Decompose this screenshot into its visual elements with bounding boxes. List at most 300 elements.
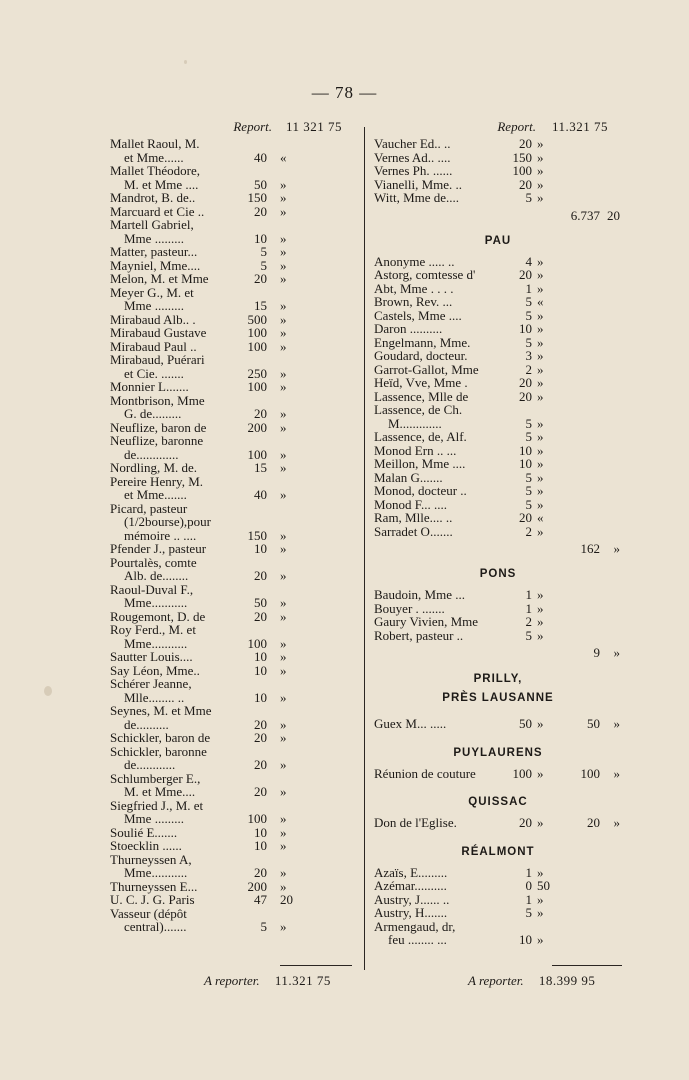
column-divider: [364, 127, 365, 970]
entry-cents: »: [280, 595, 287, 610]
entry-name: et Mme......: [124, 149, 184, 165]
list-item: [374, 866, 622, 880]
entry-amount: 1: [525, 864, 532, 880]
entry-amount: 20: [519, 375, 532, 390]
list-item: [110, 907, 360, 921]
entry-cents: »: [537, 415, 544, 431]
entry-name: Soulié E.......: [110, 824, 178, 840]
list-item: [374, 906, 622, 920]
entry-name: Mirabaud Alb.. .: [110, 311, 196, 327]
entry-amount: 5: [525, 483, 532, 498]
entry-name: Martell Gabriel,: [110, 217, 194, 232]
entry-amount: 20: [254, 784, 267, 799]
entry-name: Siegfried J., M. et: [110, 797, 204, 813]
entry-name: Castels, Mme ....: [374, 307, 462, 323]
list-item: [374, 349, 622, 363]
entry-cents: »: [280, 527, 287, 543]
entry-name: Neuflize, baron de: [110, 419, 207, 435]
ink-spot: [184, 60, 187, 64]
list-item: [110, 299, 360, 313]
entry-name: Rougemont, D. de: [110, 608, 206, 624]
entry-name: Roy Ferd., M. et: [110, 622, 196, 637]
entry-name: Pourtalès, comte: [110, 554, 197, 570]
entry-name: Schlumberger E.,: [110, 770, 201, 786]
entry-name: Vasseur (dépôt: [110, 905, 187, 921]
entry-amount: 20: [254, 865, 267, 880]
list-item: [374, 457, 622, 471]
list-item: [110, 745, 360, 759]
entry-name: feu ........ ...: [388, 932, 447, 947]
list-item: [374, 525, 622, 539]
entry-name: (1/2bourse),pour: [124, 514, 212, 529]
list-item: [110, 191, 360, 205]
entry-name: Monod F... ....: [374, 496, 447, 512]
list-item: [110, 367, 360, 381]
list-item: [110, 758, 360, 772]
entry-name: Monod, docteur ..: [374, 483, 467, 498]
entry-cents: »: [537, 253, 544, 269]
entry-amount: 20: [254, 716, 267, 732]
entry-name: Say Léon, Mme..: [110, 662, 200, 678]
entry-cents: »: [537, 429, 544, 444]
section-subtotal-row: [374, 538, 622, 560]
entry-amount: 100: [247, 446, 267, 462]
section-subtotal: 50: [587, 716, 600, 731]
report-row: [374, 120, 622, 137]
entry-name: Mme...........: [124, 865, 188, 880]
entry-cents: »: [537, 483, 544, 498]
entry-cents: 50: [537, 878, 550, 893]
entry-name: Don de l'Eglise.: [374, 815, 457, 830]
entry-name: Pereire Henry, M.: [110, 473, 204, 489]
entry-cents: »: [280, 365, 287, 381]
entry-name: Raoul-Duval F.,: [110, 581, 194, 597]
list-item: [110, 272, 360, 286]
entry-cents: »: [537, 614, 544, 629]
entry-name: de............: [124, 757, 176, 772]
ink-spot: [44, 686, 52, 696]
list-item: [110, 691, 360, 705]
list-item: [374, 309, 622, 323]
report-total: 11 321 75: [286, 119, 343, 134]
section-subtotal: 6.737: [570, 207, 600, 223]
entry-cents: »: [280, 446, 287, 462]
list-item: [110, 569, 360, 583]
entry-name: Brown, Rev. ...: [374, 294, 453, 309]
section-heading: PONS: [479, 568, 517, 580]
section-heading-prilly-2: PRÈS LAUSANNE: [442, 692, 554, 704]
list-item: [374, 471, 622, 485]
entry-name: central).......: [124, 919, 187, 934]
entry-cents: »: [537, 176, 544, 192]
entry-amount: 20: [519, 815, 532, 830]
list-item: [110, 353, 360, 367]
entry-name: Daron ..........: [374, 321, 443, 336]
entry-cents: »: [280, 730, 287, 745]
report-row: [110, 120, 360, 137]
page-number: — 78 —: [311, 83, 378, 102]
entry-amount: 200: [247, 419, 267, 435]
entry-name: Montbrison, Mme: [110, 392, 205, 408]
footer-total: 18.399 95: [538, 973, 596, 988]
entry-amount: 10: [519, 932, 532, 947]
list-item: [110, 542, 360, 556]
entry-amount: 20: [519, 388, 532, 404]
entry-amount: 5: [260, 919, 267, 934]
entry-name: Vernes Ad.. ....: [374, 149, 451, 165]
entry-amount: 5: [260, 257, 267, 273]
entry-amount: 100: [247, 379, 267, 394]
entry-amount: 4: [525, 253, 532, 269]
footer-label: A reporter.: [204, 973, 260, 988]
entry-cents: »: [537, 267, 544, 282]
entry-cents: »: [280, 568, 287, 583]
list-item: [110, 515, 360, 529]
entry-name: Garrot-Gallot, Mme: [374, 361, 479, 377]
report-label: Report.: [497, 119, 536, 134]
entry-name: Vaucher Ed.. ..: [374, 136, 451, 151]
entry-amount: 200: [247, 878, 267, 894]
entry-cents: »: [280, 689, 287, 705]
entry-amount: 10: [254, 649, 267, 664]
section-subtotal: 9: [593, 645, 600, 660]
list-item: [110, 475, 360, 489]
entry-name: Mayniel, Mme....: [110, 257, 201, 273]
entry-cents: »: [537, 891, 544, 907]
list-item: [374, 322, 622, 336]
entry-name: Guex M... .....: [374, 716, 447, 731]
entry-cents: «: [537, 510, 544, 525]
section-subtotal: 100: [580, 765, 600, 781]
list-item: [374, 588, 622, 602]
section-subtotal-cents: »: [613, 645, 620, 660]
entry-name: U. C. J. G. Paris: [110, 892, 195, 907]
entry-name: Monnier L.......: [110, 379, 189, 394]
entry-name: Seynes, M. et Mme: [110, 703, 212, 718]
entry-name: Gaury Vivien, Mme: [374, 614, 479, 629]
entry-amount: 100: [512, 163, 532, 178]
footer-label: A reporter.: [468, 973, 524, 988]
entry-name: Mirabaud Paul ..: [110, 338, 197, 354]
entry-cents: »: [537, 388, 544, 404]
entry-cents: »: [537, 361, 544, 377]
list-item: [110, 920, 360, 934]
left-column: [110, 120, 360, 934]
entry-amount: 10: [254, 689, 267, 705]
entry-amount: 50: [519, 716, 532, 731]
entry-name: Lassence, Mlle de: [374, 388, 469, 404]
entry-name: Schérer Jeanne,: [110, 676, 192, 691]
list-item: [374, 268, 622, 282]
entry-name: Marcuard et Cie ..: [110, 203, 205, 219]
list-item: [374, 717, 622, 731]
list-item: [374, 602, 622, 616]
entry-name: Baudoin, Mme ...: [374, 587, 465, 602]
list-item: [110, 137, 360, 151]
entry-name: Mirabaud, Puérari: [110, 352, 205, 367]
entry-amount: 15: [254, 460, 267, 475]
right-footer-rule: [552, 965, 622, 966]
list-item: [110, 340, 360, 354]
entry-cents: «: [280, 149, 287, 165]
right-column: [374, 120, 622, 947]
list-item: [110, 245, 360, 259]
list-item: [110, 529, 360, 543]
right-sections: [374, 137, 622, 664]
entry-amount: 5: [260, 244, 267, 259]
entry-name: Astorg, comtesse d': [374, 267, 476, 282]
entry-cents: »: [280, 824, 287, 840]
entry-name: Vianelli, Mme. ..: [374, 176, 463, 192]
entry-amount: 3: [525, 348, 532, 363]
entry-cents: »: [280, 487, 287, 502]
entry-amount: 150: [247, 190, 267, 205]
list-item: [374, 164, 622, 178]
list-item: [374, 511, 622, 525]
entry-cents: »: [280, 635, 287, 651]
entry-name: mémoire .. ....: [124, 527, 197, 543]
entry-amount: 10: [254, 662, 267, 678]
list-item: [110, 286, 360, 300]
list-item: [374, 484, 622, 498]
list-item: [374, 178, 622, 192]
section-subtotal-cents: »: [613, 716, 620, 731]
entry-amount: 40: [254, 487, 267, 502]
entry-name: Malan G.......: [374, 469, 443, 485]
entry-amount: 100: [512, 765, 532, 781]
entry-name: Engelmann, Mme.: [374, 334, 471, 350]
entry-name: Robert, pasteur ..: [374, 627, 464, 643]
left-footer: [204, 973, 331, 989]
entry-name: Schickler, baron de: [110, 730, 211, 745]
entry-amount: 47: [254, 892, 267, 907]
entry-name: Mallet Raoul, M.: [110, 136, 200, 151]
entry-amount: 10: [254, 541, 267, 556]
entry-name: Mandrot, B. de..: [110, 190, 196, 205]
entry-cents: »: [280, 608, 287, 624]
entry-amount: 20: [254, 757, 267, 772]
entry-name: Mirabaud Gustave: [110, 325, 207, 340]
entry-cents: »: [537, 469, 544, 485]
entry-cents: »: [537, 163, 544, 178]
left-footer-rule: [280, 965, 352, 966]
entry-cents: »: [280, 541, 287, 556]
list-item: [374, 767, 622, 781]
entry-cents: »: [280, 865, 287, 880]
section-heading-prilly-1: PRILLY,: [473, 673, 523, 685]
list-item: [374, 629, 622, 643]
entry-amount: 100: [247, 325, 267, 340]
list-item: [110, 205, 360, 219]
entry-name: Bouyer . .......: [374, 600, 445, 616]
list-item: [374, 879, 622, 893]
entry-name: Melon, M. et Mme: [110, 271, 209, 286]
entry-amount: 10: [254, 230, 267, 246]
entry-cents: »: [280, 190, 287, 205]
entry-name: Mallet Théodore,: [110, 163, 201, 178]
list-item: [110, 637, 360, 651]
section-heading-quissac: QUISSAC: [468, 796, 528, 808]
entry-name: Mme...........: [124, 635, 188, 651]
entry-cents: »: [280, 271, 287, 286]
entry-cents: »: [280, 811, 287, 826]
entry-cents: »: [537, 905, 544, 920]
list-item: [374, 151, 622, 165]
entry-amount: 20: [254, 608, 267, 624]
list-item: [374, 893, 622, 907]
list-item: [110, 407, 360, 421]
list-item: [110, 866, 360, 880]
entry-amount: 2: [525, 523, 532, 539]
list-item: [110, 704, 360, 718]
list-item: [374, 376, 622, 390]
entry-amount: 20: [254, 568, 267, 583]
list-item: [374, 390, 622, 404]
entry-name: Meyer G., M. et: [110, 284, 194, 300]
entry-amount: 2: [525, 361, 532, 377]
entry-amount: 20: [254, 406, 267, 421]
entry-name: Lassence, de, Alf.: [374, 429, 467, 444]
list-item: [110, 583, 360, 597]
entry-cents: »: [280, 244, 287, 259]
list-item: [110, 650, 360, 664]
entry-amount: 0: [525, 878, 532, 893]
entry-cents: »: [280, 919, 287, 934]
list-item: [374, 336, 622, 350]
entry-cents: »: [280, 298, 287, 313]
entry-name: Sarradet O.......: [374, 523, 453, 539]
entry-amount: 40: [254, 149, 267, 165]
entry-name: et Cie. .......: [124, 365, 184, 381]
entry-amount: 50: [254, 176, 267, 192]
entry-name: Réunion de couture: [374, 765, 476, 781]
list-item: [374, 816, 622, 830]
entry-amount: 50: [254, 595, 267, 610]
entry-name: de.............: [124, 446, 179, 462]
list-item: [110, 218, 360, 232]
entry-name: G. de.........: [124, 406, 182, 421]
entry-amount: 10: [519, 321, 532, 336]
entry-amount: 5: [525, 469, 532, 485]
entry-name: Armengaud, dr,: [374, 918, 456, 934]
list-item: [374, 295, 622, 309]
entry-cents: »: [537, 496, 544, 512]
entry-cents: »: [280, 257, 287, 273]
list-item: [110, 488, 360, 502]
section-heading: PAU: [484, 234, 512, 247]
footer-total: 11.321 75: [274, 973, 331, 988]
right-footer: [468, 973, 595, 989]
entry-cents: »: [537, 765, 544, 781]
section-subtotal: 20: [587, 815, 600, 830]
list-item: [374, 920, 622, 934]
section-subtotal-row: [374, 205, 622, 227]
entry-cents: »: [280, 176, 287, 192]
entry-amount: 5: [525, 415, 532, 431]
entry-amount: 20: [519, 136, 532, 151]
entry-cents: »: [537, 375, 544, 390]
entry-cents: »: [537, 348, 544, 363]
entry-cents: »: [537, 149, 544, 165]
entry-cents: »: [537, 600, 544, 616]
entry-cents: »: [280, 203, 287, 219]
entry-amount: 1: [525, 600, 532, 616]
report-label: Report.: [233, 119, 272, 134]
list-item: [374, 444, 622, 458]
entry-cents: »: [280, 460, 287, 475]
list-item: [110, 448, 360, 462]
entry-cents: »: [280, 649, 287, 664]
entry-cents: »: [537, 627, 544, 643]
list-item: [110, 718, 360, 732]
list-item: [110, 164, 360, 178]
list-item: [374, 430, 622, 444]
entry-name: Thurneyssen E...: [110, 878, 198, 894]
entry-amount: 20: [519, 510, 532, 525]
list-item: [374, 363, 622, 377]
entry-cents: »: [280, 716, 287, 732]
list-item: [110, 434, 360, 448]
list-item: [374, 417, 622, 431]
entry-cents: »: [280, 325, 287, 340]
entry-name: Pfender J., pasteur: [110, 541, 207, 556]
entry-cents: »: [537, 307, 544, 323]
entry-cents: »: [537, 442, 544, 458]
list-item: [110, 812, 360, 826]
entry-name: M.............: [388, 415, 442, 431]
entry-amount: 150: [247, 527, 267, 543]
section-heading-realmont: RÉALMONT: [461, 845, 535, 858]
section-subtotal-cents: »: [613, 541, 620, 556]
list-item: [110, 785, 360, 799]
list-item: [110, 313, 360, 327]
entry-amount: 20: [519, 176, 532, 192]
entry-amount: 150: [512, 149, 532, 165]
entry-cents: »: [537, 932, 544, 947]
entry-amount: 5: [525, 294, 532, 309]
list-item: [374, 933, 622, 947]
entry-name: Heïd, Vve, Mme .: [374, 375, 468, 390]
entry-amount: 5: [525, 307, 532, 323]
list-item: [110, 664, 360, 678]
list-item: [110, 556, 360, 570]
entry-amount: 100: [247, 338, 267, 354]
list-item: [110, 610, 360, 624]
entry-cents: »: [280, 838, 287, 853]
entry-cents: »: [280, 311, 287, 327]
entry-name: Picard, pasteur: [110, 500, 188, 516]
entry-amount: 20: [254, 271, 267, 286]
realmont-entries-list: [374, 866, 622, 947]
entry-amount: 5: [525, 496, 532, 512]
entry-cents: »: [537, 523, 544, 539]
list-item: [110, 502, 360, 516]
entry-name: Lassence, de Ch.: [374, 402, 463, 417]
entry-name: Thurneyssen A,: [110, 851, 192, 867]
entry-cents: »: [537, 716, 544, 731]
entry-cents: »: [537, 321, 544, 336]
entry-cents: »: [537, 136, 544, 151]
list-item: [110, 259, 360, 273]
list-item: [110, 380, 360, 394]
entry-name: Anonyme ..... ..: [374, 253, 455, 269]
entry-amount: 20: [254, 730, 267, 745]
list-item: [374, 191, 622, 205]
entry-name: Austry, H.......: [374, 905, 448, 920]
entry-cents: »: [537, 587, 544, 602]
list-item: [374, 498, 622, 512]
entry-amount: 5: [525, 429, 532, 444]
